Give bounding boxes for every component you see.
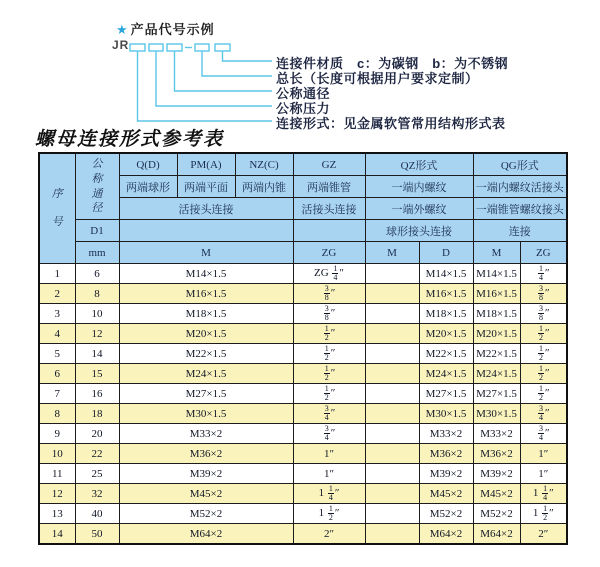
- cell-qz_d: M39×2: [419, 464, 473, 484]
- table-row: [39, 304, 567, 324]
- cell-zg: 1 $\frac{1}{4}$ ″: [293, 484, 365, 504]
- cell-dn: 16: [75, 384, 119, 404]
- cell-qz_m: [365, 304, 419, 324]
- cell-qg_zg: 1 $\frac{1}{4}$ ″: [520, 484, 567, 504]
- desc-pm: 两端平面: [177, 176, 235, 198]
- connector-line-pressure: [156, 51, 272, 106]
- cell-m: M18×1.5: [119, 304, 293, 324]
- cell-qg_m: M52×2: [473, 504, 520, 524]
- cell-m: M36×2: [119, 444, 293, 464]
- desc-qz-row2: 一端内螺纹: [365, 176, 473, 198]
- cell-qg_m: M20×1.5: [473, 324, 520, 344]
- cell-dn: 22: [75, 444, 119, 464]
- desc-qz-row3: 一端外螺纹: [365, 198, 473, 220]
- col-header-nz: NZ(C): [235, 153, 293, 176]
- col-header-index: 序 号: [39, 153, 75, 264]
- cell-dn: 8: [75, 284, 119, 304]
- table-row: [39, 504, 567, 524]
- cell-qg_m: M64×2: [473, 524, 520, 545]
- qz-m-column-label: M: [365, 242, 419, 264]
- table-row: [39, 264, 567, 284]
- cell-qz_d: M30×1.5: [419, 404, 473, 424]
- code-box-3: [167, 44, 182, 51]
- cell-qz_m: [365, 264, 419, 284]
- cell-dn: 18: [75, 404, 119, 424]
- code-box-1: [130, 44, 145, 51]
- cell-qz_d: M36×2: [419, 444, 473, 464]
- cell-no: 2: [39, 284, 75, 304]
- table-row: [39, 484, 567, 504]
- cell-no: 1: [39, 264, 75, 284]
- cell-no: 10: [39, 444, 75, 464]
- cell-no: 8: [39, 404, 75, 424]
- cell-qz_d: M18×1.5: [419, 304, 473, 324]
- cell-m: M64×2: [119, 524, 293, 545]
- qz-connection-label: 球形接头连接: [365, 220, 473, 242]
- cell-dn: 32: [75, 484, 119, 504]
- cell-qg_m: M36×2: [473, 444, 520, 464]
- table-row: [39, 344, 567, 364]
- cell-m: M24×1.5: [119, 364, 293, 384]
- cell-qg_zg: $\frac{1}{4}$ ″: [520, 264, 567, 284]
- cell-qg_zg: 2″: [520, 524, 567, 545]
- cell-qg_zg: $\frac{3}{4}$ ″: [520, 404, 567, 424]
- blank-cell: [293, 220, 365, 242]
- table-row: [39, 464, 567, 484]
- cell-qz_m: [365, 444, 419, 464]
- qg-zg-column-label: ZG: [520, 242, 567, 264]
- cell-no: 6: [39, 364, 75, 384]
- cell-no: 13: [39, 504, 75, 524]
- cell-qz_d: M33×2: [419, 424, 473, 444]
- table-row: [39, 444, 567, 464]
- cell-qg_zg: $\frac{1}{2}$ ″: [520, 324, 567, 344]
- cell-m: M39×2: [119, 464, 293, 484]
- cell-qg_m: M30×1.5: [473, 404, 520, 424]
- diagram-label-connection-form: 连接形式：见金属软管常用结构形式表: [276, 116, 506, 131]
- desc-nz: 两端内锥: [235, 176, 293, 198]
- col-header-qg: QG形式: [473, 153, 567, 176]
- nut-connection-reference-table: [38, 152, 568, 545]
- cell-qz_m: [365, 384, 419, 404]
- cell-zg: $\frac{1}{2}$ ″: [293, 324, 365, 344]
- table-row: [39, 524, 567, 545]
- connector-line-material: [223, 51, 273, 61]
- gz-union-connection-label: 活接头连接: [293, 198, 365, 220]
- table-row: [39, 404, 567, 424]
- col-header-nominal-diameter: 公 称 通 径: [75, 153, 119, 220]
- table-row: [39, 384, 567, 404]
- cell-qg_m: M27×1.5: [473, 384, 520, 404]
- code-box-2: [149, 44, 163, 51]
- connector-line-length: [202, 51, 272, 76]
- cell-qg_zg: $\frac{1}{2}$ ″: [520, 364, 567, 384]
- cell-no: 11: [39, 464, 75, 484]
- cell-m: M52×2: [119, 504, 293, 524]
- cell-qg_zg: $\frac{3}{4}$ ″: [520, 424, 567, 444]
- cell-zg: 1″: [293, 444, 365, 464]
- blank-cell: [119, 220, 293, 242]
- cell-qz_m: [365, 424, 419, 444]
- table-row: [39, 364, 567, 384]
- cell-zg: 1 $\frac{1}{2}$ ″: [293, 504, 365, 524]
- qg-connection-label: 连接: [473, 220, 567, 242]
- diagram-label-pressure: 公称压力: [276, 101, 331, 116]
- cell-qg_m: M24×1.5: [473, 364, 520, 384]
- cell-qg_m: M18×1.5: [473, 304, 520, 324]
- cell-qz_d: M45×2: [419, 484, 473, 504]
- diagram-label-length: 总长（长度可根据用户要求定制）: [276, 71, 479, 86]
- cell-qg_m: M33×2: [473, 424, 520, 444]
- cell-no: 12: [39, 484, 75, 504]
- cell-qz_m: [365, 524, 419, 545]
- desc-gz: 两端锥管: [293, 176, 365, 198]
- cell-zg: 2″: [293, 524, 365, 545]
- cell-qz_m: [365, 324, 419, 344]
- cell-m: M27×1.5: [119, 384, 293, 404]
- cell-m: M45×2: [119, 484, 293, 504]
- cell-zg: 1″: [293, 464, 365, 484]
- cell-dn: 10: [75, 304, 119, 324]
- col-header-q: Q(D): [119, 153, 177, 176]
- desc-q: 两端球形: [119, 176, 177, 198]
- d1-label: D1: [75, 220, 119, 242]
- star-icon: ★: [116, 22, 129, 37]
- cell-zg: $\frac{1}{2}$ ″: [293, 364, 365, 384]
- cell-qz_m: [365, 344, 419, 364]
- union-connection-label: 活接头连接: [119, 198, 293, 220]
- table-row: [39, 324, 567, 344]
- cell-zg: $\frac{3}{8}$ ″: [293, 304, 365, 324]
- cell-dn: 12: [75, 324, 119, 344]
- cell-qz_m: [365, 464, 419, 484]
- cell-qz_m: [365, 504, 419, 524]
- m-column-label: M: [119, 242, 293, 264]
- col-header-pm: PM(A): [177, 153, 235, 176]
- cell-dn: 15: [75, 364, 119, 384]
- cell-qg_zg: $\frac{1}{2}$ ″: [520, 344, 567, 364]
- cell-no: 14: [39, 524, 75, 545]
- cell-qg_m: M14×1.5: [473, 264, 520, 284]
- cell-zg: $\frac{1}{2}$ ″: [293, 344, 365, 364]
- cell-qz_d: M52×2: [419, 504, 473, 524]
- cell-zg: $\frac{3}{4}$ ″: [293, 404, 365, 424]
- table-body: [39, 264, 567, 545]
- cell-qg_zg: 1″: [520, 464, 567, 484]
- example-caption-text: 产品代号示例: [130, 22, 215, 37]
- cell-qg_zg: $\frac{3}{8}$ ″: [520, 284, 567, 304]
- diagram-label-diameter: 公称通径: [276, 86, 331, 101]
- cell-qg_zg: $\frac{1}{2}$ ″: [520, 384, 567, 404]
- cell-m: M14×1.5: [119, 264, 293, 284]
- cell-zg: $\frac{3}{4}$ ″: [293, 424, 365, 444]
- cell-no: 3: [39, 304, 75, 324]
- cell-qz_d: M24×1.5: [419, 364, 473, 384]
- cell-qz_m: [365, 284, 419, 304]
- connector-line-diameter: [175, 51, 273, 91]
- cell-m: M20×1.5: [119, 324, 293, 344]
- cell-qg_m: M39×2: [473, 464, 520, 484]
- table-row: [39, 424, 567, 444]
- cell-m: M22×1.5: [119, 344, 293, 364]
- cell-qz_d: M20×1.5: [419, 324, 473, 344]
- cell-qz_d: M27×1.5: [419, 384, 473, 404]
- cell-qg_zg: $\frac{3}{8}$ ″: [520, 304, 567, 324]
- qz-d-column-label: D: [419, 242, 473, 264]
- col-header-gz: GZ: [293, 153, 365, 176]
- cell-qz_d: M14×1.5: [419, 264, 473, 284]
- cell-qg_m: M45×2: [473, 484, 520, 504]
- cell-zg: $\frac{1}{2}$ ″: [293, 384, 365, 404]
- unit-mm-label: mm: [75, 242, 119, 264]
- cell-m: M30×1.5: [119, 404, 293, 424]
- code-prefix: JR: [112, 38, 130, 52]
- product-code-example-caption: [116, 19, 215, 38]
- cell-m: M16×1.5: [119, 284, 293, 304]
- zg-column-label: ZG: [293, 242, 365, 264]
- qg-m-column-label: M: [473, 242, 520, 264]
- desc-qg-row2: 一端内螺纹活接头: [473, 176, 567, 198]
- cell-dn: 25: [75, 464, 119, 484]
- cell-m: M33×2: [119, 424, 293, 444]
- desc-qg-row3: 一端锥管螺纹接头: [473, 198, 567, 220]
- cell-qz_m: [365, 484, 419, 504]
- cell-dn: 40: [75, 504, 119, 524]
- cell-qg_zg: 1″: [520, 444, 567, 464]
- cell-dn: 6: [75, 264, 119, 284]
- cell-qz_m: [365, 364, 419, 384]
- cell-qg_m: M16×1.5: [473, 284, 520, 304]
- cell-no: 5: [39, 344, 75, 364]
- cell-no: 4: [39, 324, 75, 344]
- cell-dn: 14: [75, 344, 119, 364]
- cell-zg: ZG $\frac{1}{4}$ ″: [293, 264, 365, 284]
- cell-qz_d: M22×1.5: [419, 344, 473, 364]
- cell-no: 7: [39, 384, 75, 404]
- table-row: [39, 284, 567, 304]
- cell-qg_zg: 1 $\frac{1}{2}$ ″: [520, 504, 567, 524]
- code-box-4: [195, 44, 209, 51]
- cell-dn: 20: [75, 424, 119, 444]
- diagram-label-material: 连接件材质 c：为碳钢 b：为不锈钢: [276, 56, 509, 71]
- cell-qz_d: M16×1.5: [419, 284, 473, 304]
- cell-dn: 50: [75, 524, 119, 545]
- cell-qg_m: M22×1.5: [473, 344, 520, 364]
- cell-qz_m: [365, 404, 419, 424]
- cell-qz_d: M64×2: [419, 524, 473, 545]
- col-header-qz: QZ形式: [365, 153, 473, 176]
- cell-zg: $\frac{3}{8}$ ″: [293, 284, 365, 304]
- code-box-5: [215, 44, 230, 51]
- cell-no: 9: [39, 424, 75, 444]
- page-title: 螺母连接形式参考表: [35, 128, 225, 150]
